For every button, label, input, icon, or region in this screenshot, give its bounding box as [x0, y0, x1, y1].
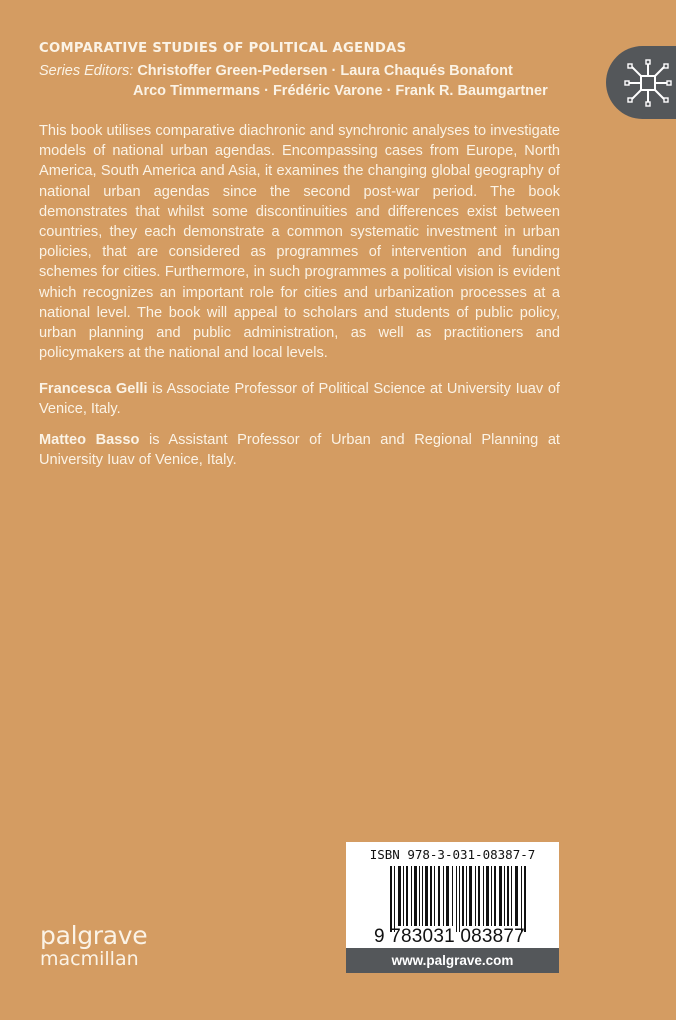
network-hub-icon: [620, 55, 676, 111]
author-name-1: Francesca Gelli: [39, 381, 148, 397]
editors-line-1: Christoffer Green-Pedersen · Laura Chaqués Bonafont: [137, 63, 513, 79]
barcode-icon: [390, 866, 530, 932]
series-title: COMPARATIVE STUDIES OF POLITICAL AGENDAS: [39, 41, 407, 56]
series-editors: [39, 61, 548, 101]
barcode-number: 9 783031 083877: [374, 926, 525, 947]
isbn-barcode-box: [346, 842, 559, 973]
author-bio-1: [39, 379, 560, 419]
editors-label: Series Editors:: [39, 63, 134, 79]
series-badge: [606, 46, 676, 119]
publisher-logo-line-1: palgrave: [40, 921, 148, 950]
author-bio-text-1: is Associate Professor of Political Science at University Iuav of Venice, Italy.: [39, 381, 560, 418]
isbn-label: ISBN 978-3-031-08387-7: [369, 847, 536, 862]
book-description: This book utilises comparative diachronic and synchronic analyses to investigate models of national urban agendas. Encompassing cases from Europe, North America, South America and Asia, it examines the changing global geography of national urban agendas since the second post-war period. The book demonstrates that whilst some discontinuities and differences exist between countries, they each demonstrate a common systematic investment in urban policies, that are considered as programmes of intervention and funding schemes for cities. Furthermore, in such programmes a political vision is evident which recognizes an important role for cities and urbanization processes at a national level. The book will appeal to scholars and students of public policy, urban planning and public administration, as well as practitioners and policymakers at the national and local levels.: [39, 123, 560, 362]
publisher-logo-line-2: macmillan: [40, 948, 139, 970]
author-bio-2: [39, 430, 560, 470]
publisher-url[interactable]: www.palgrave.com: [346, 948, 559, 973]
editors-line-2: Arco Timmermans · Frédéric Varone · Frank R. Baumgartner: [133, 83, 548, 99]
author-bio-text-2: is Assistant Professor of Urban and Regional Planning at University Iuav of Venice, Italy.: [39, 432, 560, 469]
author-name-2: Matteo Basso: [39, 432, 140, 448]
publisher-logo: [40, 921, 148, 970]
